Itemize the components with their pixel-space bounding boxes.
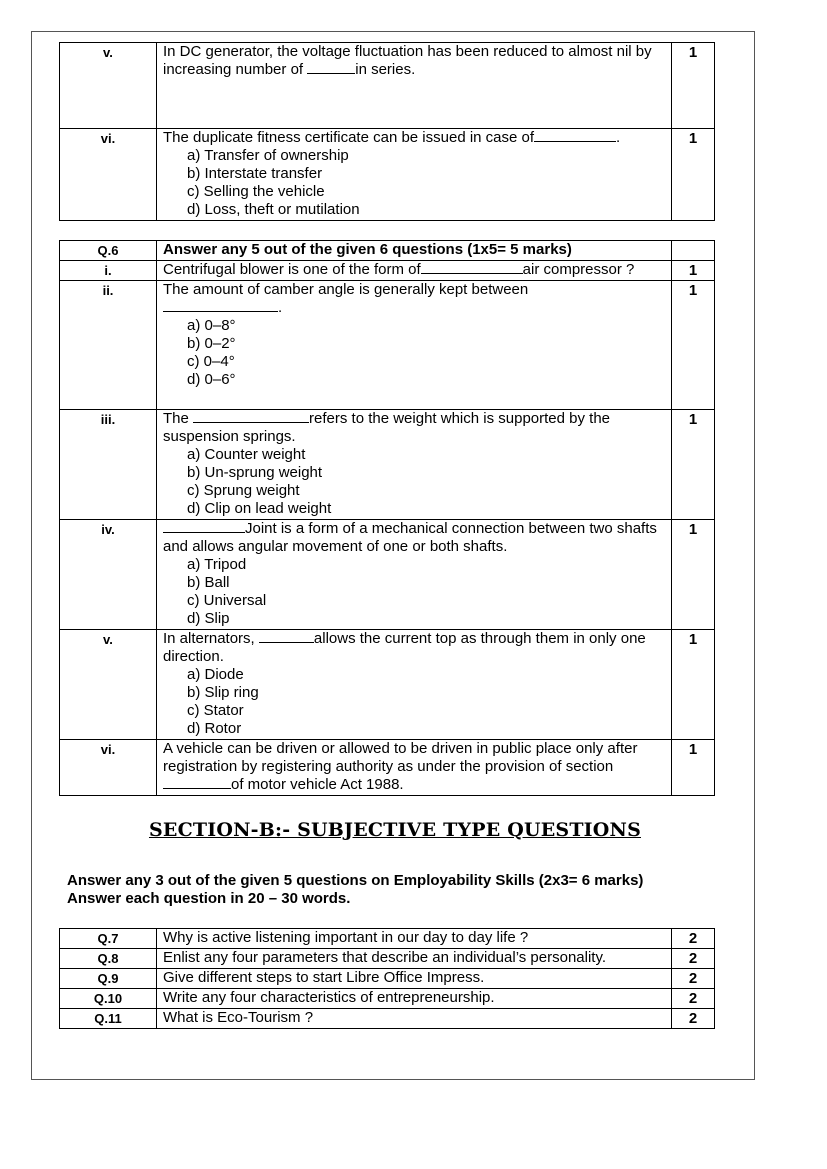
question-number: Q.11 bbox=[60, 1009, 157, 1029]
question-text: Give different steps to start Libre Office Impress. bbox=[157, 969, 672, 989]
table-row bbox=[60, 129, 715, 221]
option: c) Selling the vehicle bbox=[187, 183, 325, 200]
table-row bbox=[60, 241, 715, 261]
option: c) 0–4° bbox=[187, 353, 235, 370]
section-title: SECTION-B:- SUBJECTIVE TYPE QUESTIONS bbox=[148, 819, 641, 841]
option: b) Slip ring bbox=[187, 684, 259, 701]
table-row bbox=[60, 43, 715, 129]
q6-heading: Answer any 5 out of the given 6 questions (1x5= 5 marks) bbox=[157, 241, 672, 261]
question-text: Why is active listening important in our day to day life ? bbox=[157, 929, 672, 949]
marks: 1 bbox=[672, 410, 715, 520]
question-number: vi. bbox=[60, 740, 157, 796]
option: a) Diode bbox=[187, 666, 244, 683]
option: a) Transfer of ownership bbox=[187, 147, 349, 164]
answer-blank bbox=[421, 261, 523, 274]
q6-table bbox=[59, 240, 715, 796]
question-text: The refers to the weight which is supported by the suspension springs. a) Counter weight b) Un-sprung weight c) Sprung weight d) Clip on lead weight bbox=[157, 410, 672, 520]
marks: 1 bbox=[672, 520, 715, 630]
option: a) 0–8° bbox=[187, 317, 236, 334]
option: d) Rotor bbox=[187, 720, 242, 737]
options-list bbox=[163, 446, 665, 518]
option: c) Sprung weight bbox=[187, 482, 300, 499]
options-list bbox=[163, 556, 665, 628]
answer-blank bbox=[193, 410, 309, 423]
question-number: ii. bbox=[60, 281, 157, 410]
question-text: The amount of camber angle is generally kept between . a) 0–8° b) 0–2° c) 0–4° d) 0–6° bbox=[157, 281, 672, 410]
answer-blank bbox=[163, 520, 245, 533]
marks: 1 bbox=[672, 261, 715, 281]
table-row bbox=[60, 929, 715, 949]
table-row bbox=[60, 630, 715, 740]
marks: 1 bbox=[672, 129, 715, 221]
marks: 1 bbox=[672, 281, 715, 410]
question-number: v. bbox=[60, 43, 157, 129]
options-list bbox=[163, 317, 665, 389]
question-number: Q.10 bbox=[60, 989, 157, 1009]
question-text: The duplicate fitness certificate can be issued in case of . a) Transfer of ownership b) Interstate transfer c) Selling the vehicle d) Loss, theft or mutilation bbox=[157, 129, 672, 221]
question-text: In DC generator, the voltage fluctuation has been reduced to almost nil by increasing number of in series. bbox=[157, 43, 672, 129]
question-number: Q.8 bbox=[60, 949, 157, 969]
option: d) Slip bbox=[187, 610, 230, 627]
question-number: i. bbox=[60, 261, 157, 281]
option: b) Ball bbox=[187, 574, 230, 591]
table-row bbox=[60, 740, 715, 796]
question-number: iv. bbox=[60, 520, 157, 630]
marks: 2 bbox=[672, 929, 715, 949]
table-row bbox=[60, 281, 715, 410]
section-b-table bbox=[59, 928, 715, 1029]
question-text: Enlist any four parameters that describe an individual’s personality. bbox=[157, 949, 672, 969]
option: b) 0–2° bbox=[187, 335, 236, 352]
marks: 1 bbox=[672, 630, 715, 740]
option: d) 0–6° bbox=[187, 371, 236, 388]
question-text: Centrifugal blower is one of the form of air compressor ? bbox=[157, 261, 672, 281]
question-text: In alternators, allows the current top as through them in only one direction. a) Diode b) Slip ring c) Stator d) Rotor bbox=[157, 630, 672, 740]
table-row bbox=[60, 1009, 715, 1029]
option: d) Clip on lead weight bbox=[187, 500, 332, 517]
marks: 2 bbox=[672, 1009, 715, 1029]
question-text: Write any four characteristics of entrepreneurship. bbox=[157, 989, 672, 1009]
table-row bbox=[60, 989, 715, 1009]
answer-blank bbox=[259, 630, 314, 643]
options-list bbox=[163, 147, 665, 219]
table-row bbox=[60, 261, 715, 281]
question-number: v. bbox=[60, 630, 157, 740]
question-number: vi. bbox=[60, 129, 157, 221]
option: c) Universal bbox=[187, 592, 267, 609]
section-instructions bbox=[67, 872, 643, 908]
answer-blank bbox=[534, 129, 616, 142]
table-row bbox=[60, 949, 715, 969]
marks: 2 bbox=[672, 969, 715, 989]
answer-blank bbox=[163, 299, 278, 312]
question-number: Q.9 bbox=[60, 969, 157, 989]
option: a) Tripod bbox=[187, 556, 247, 573]
question-number: iii. bbox=[60, 410, 157, 520]
option: a) Counter weight bbox=[187, 446, 306, 463]
option: d) Loss, theft or mutilation bbox=[187, 201, 360, 218]
instruction-line: Answer each question in 20 – 30 words. bbox=[67, 890, 351, 907]
marks: 2 bbox=[672, 949, 715, 969]
options-list bbox=[163, 666, 665, 738]
top-question-table bbox=[59, 42, 715, 221]
option: b) Interstate transfer bbox=[187, 165, 323, 182]
table-row bbox=[60, 520, 715, 630]
marks: 1 bbox=[672, 740, 715, 796]
question-text: What is Eco-Tourism ? bbox=[157, 1009, 672, 1029]
table-row bbox=[60, 969, 715, 989]
instruction-line: Answer any 3 out of the given 5 questions on Employability Skills (2x3= 6 marks) bbox=[67, 872, 644, 889]
answer-blank bbox=[307, 61, 355, 74]
marks: 1 bbox=[672, 43, 715, 129]
option: b) Un-sprung weight bbox=[187, 464, 323, 481]
option: c) Stator bbox=[187, 702, 244, 719]
answer-blank bbox=[163, 776, 231, 789]
marks: 2 bbox=[672, 989, 715, 1009]
table-row bbox=[60, 410, 715, 520]
question-text: Joint is a form of a mechanical connection between two shafts and allows angular movement of one or both shafts. a) Tripod b) Ball c) Universal d) Slip bbox=[157, 520, 672, 630]
question-text: A vehicle can be driven or allowed to be driven in public place only after registration by registering authority as under the provision of section of motor vehicle Act 1988. bbox=[157, 740, 672, 796]
question-number: Q.6 bbox=[60, 241, 157, 261]
question-number: Q.7 bbox=[60, 929, 157, 949]
